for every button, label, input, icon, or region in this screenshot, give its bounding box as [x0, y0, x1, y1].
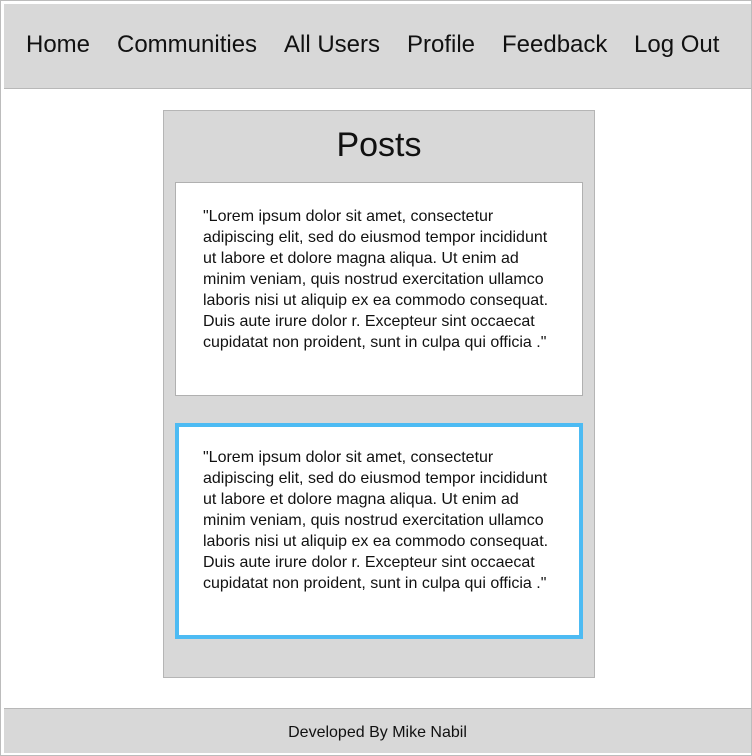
post-card[interactable] [175, 182, 583, 396]
post-text: "Lorem ipsum dolor sit amet, consectetur adipiscing elit, sed do eiusmod tempor incididunt ut labore et dolore magna aliqua. Ut enim ad minim veniam, quis nostrud exercitation ullamco laboris nisi ut aliquip ex ea commodo consequat. Duis aute irure dolor r. Excepteur sint occaecat cupidatat non proident, sunt in culpa qui officia ." [203, 208, 549, 351]
posts-panel [163, 110, 595, 678]
nav-item-feedback[interactable]: Feedback [502, 31, 608, 58]
nav-item-profile[interactable]: Profile [407, 31, 476, 58]
nav-item-home[interactable]: Home [26, 31, 91, 58]
footer-credit: Developed By Mike Nabil [288, 724, 467, 741]
nav-item-all-users[interactable]: All Users [284, 31, 381, 58]
footer [4, 708, 751, 753]
nav-item-communities[interactable]: Communities [117, 31, 258, 58]
nav-item-log-out[interactable]: Log Out [634, 31, 720, 58]
posts-title: Posts [336, 126, 422, 164]
post-text: "Lorem ipsum dolor sit amet, consectetur adipiscing elit, sed do eiusmod tempor incididunt ut labore et dolore magna aliqua. Ut enim ad minim veniam, quis nostrud exercitation ullamco laboris nisi ut aliquip ex ea commodo consequat. Duis aute irure dolor r. Excepteur sint occaecat cupidatat non proident, sunt in culpa qui officia ." [203, 449, 549, 592]
top-navigation-bar [4, 4, 751, 89]
post-card-selected[interactable] [175, 423, 583, 639]
